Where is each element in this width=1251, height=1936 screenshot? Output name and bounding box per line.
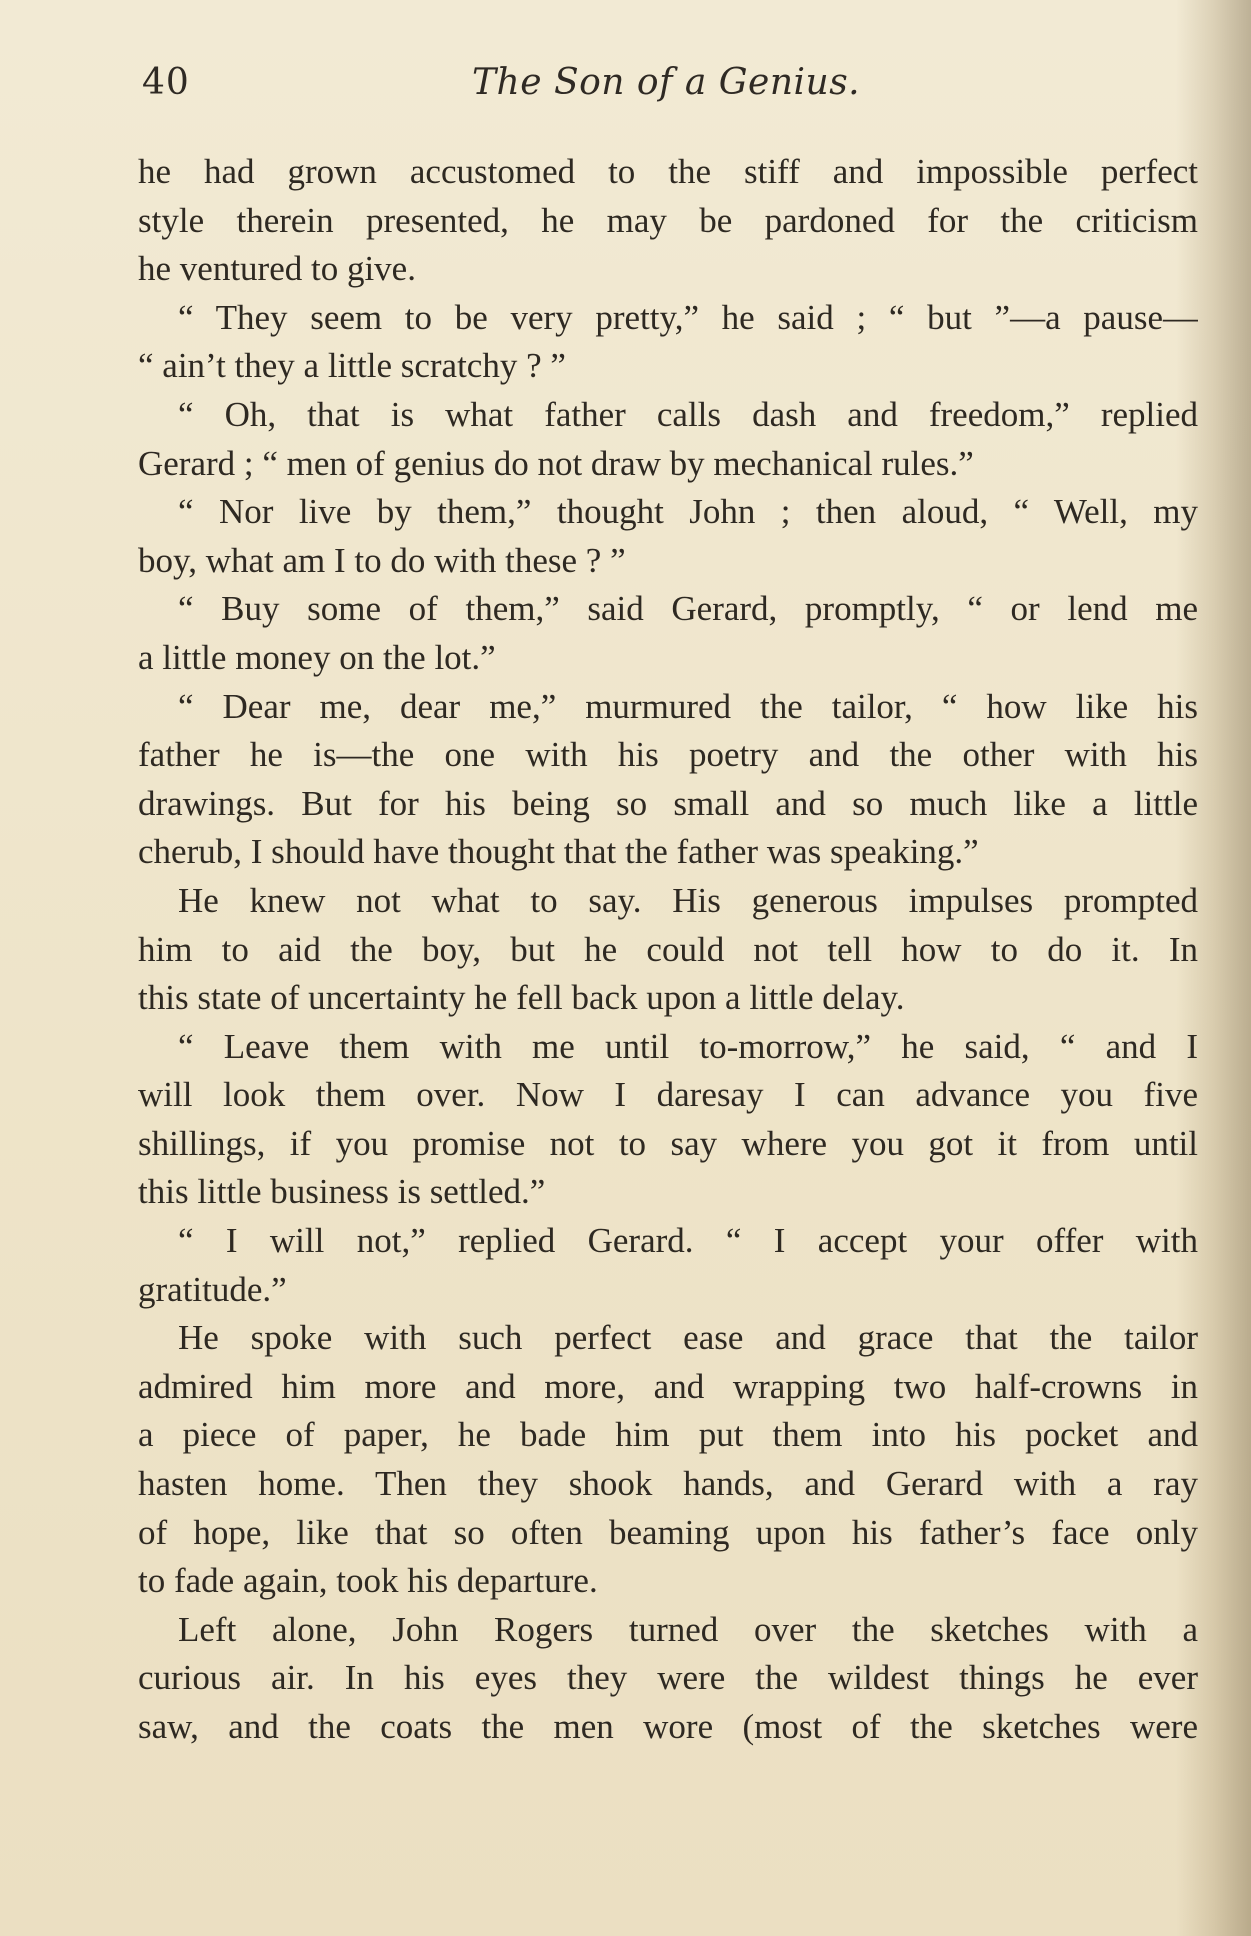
- text-line: “ ain’t they a little scratchy ? ”: [138, 346, 566, 386]
- text-line: style therein presented, he may be pardoned for the criticism: [138, 200, 1198, 240]
- running-title: The Son of a Genius.: [472, 62, 861, 103]
- page-header: [142, 62, 1202, 122]
- text-line: he ventured to give.: [138, 249, 416, 289]
- text-line: “ They seem to be very pretty,” he said ; “ but ”—a pause—: [178, 297, 1198, 337]
- text-line: a piece of paper, he bade him put them into his pocket and: [138, 1415, 1198, 1455]
- text-line: “ Oh, that is what father calls dash and freedom,” replied: [178, 394, 1198, 434]
- text-line: he had grown accustomed to the stiff and impossible perfect: [138, 152, 1198, 191]
- text-line: hasten home. Then they shook hands, and Gerard with a ray: [138, 1464, 1198, 1504]
- text-line: gratitude.”: [138, 1269, 287, 1309]
- body-text: [138, 148, 1198, 1752]
- text-line: father he is—the one with his poetry and the other with his: [138, 735, 1198, 775]
- text-line: “ Buy some of them,” said Gerard, promptly, “ or lend me: [178, 589, 1198, 629]
- text-line: drawings. But for his being so small and so much like a little: [138, 783, 1198, 823]
- text-line: a little money on the lot.”: [138, 637, 496, 677]
- text-line: him to aid the boy, but he could not tell how to do it. In: [138, 929, 1198, 969]
- text-line: “ I will not,” replied Gerard. “ I accept your offer with: [178, 1221, 1198, 1261]
- text-line: “ Nor live by them,” thought John ; then aloud, “ Well, my: [178, 492, 1198, 532]
- text-line: He spoke with such perfect ease and grace that the tailor: [178, 1318, 1198, 1358]
- text-line: “ Leave them with me until to-morrow,” he said, “ and I: [178, 1026, 1198, 1066]
- text-line: will look them over. Now I daresay I can advance you five: [138, 1075, 1198, 1115]
- text-line: this little business is settled.”: [138, 1172, 546, 1212]
- text-line: saw, and the coats the men wore (most of the sketches were: [138, 1707, 1198, 1746]
- text-line: Left alone, John Rogers turned over the sketches with a: [178, 1609, 1198, 1649]
- text-line: Gerard ; “ men of genius do not draw by mechanical rules.”: [138, 443, 974, 483]
- text-line: of hope, like that so often beaming upon his father’s face only: [138, 1512, 1198, 1552]
- text-line: “ Dear me, dear me,” murmured the tailor, “ how like his: [178, 686, 1198, 726]
- text-line: boy, what am I to do with these ? ”: [138, 540, 626, 580]
- text-line: cherub, I should have thought that the father was speaking.”: [138, 832, 979, 872]
- text-line: this state of uncertainty he fell back upon a little delay.: [138, 978, 905, 1018]
- text-line: shillings, if you promise not to say where you got it from until: [138, 1123, 1198, 1163]
- text-line: admired him more and more, and wrapping two half-crowns in: [138, 1366, 1198, 1406]
- text-line: He knew not what to say. His generous impulses prompted: [178, 880, 1198, 920]
- text-line: to fade again, took his departure.: [138, 1561, 598, 1601]
- text-line: curious air. In his eyes they were the wildest things he ever: [138, 1658, 1198, 1698]
- page-number: 40: [142, 62, 190, 103]
